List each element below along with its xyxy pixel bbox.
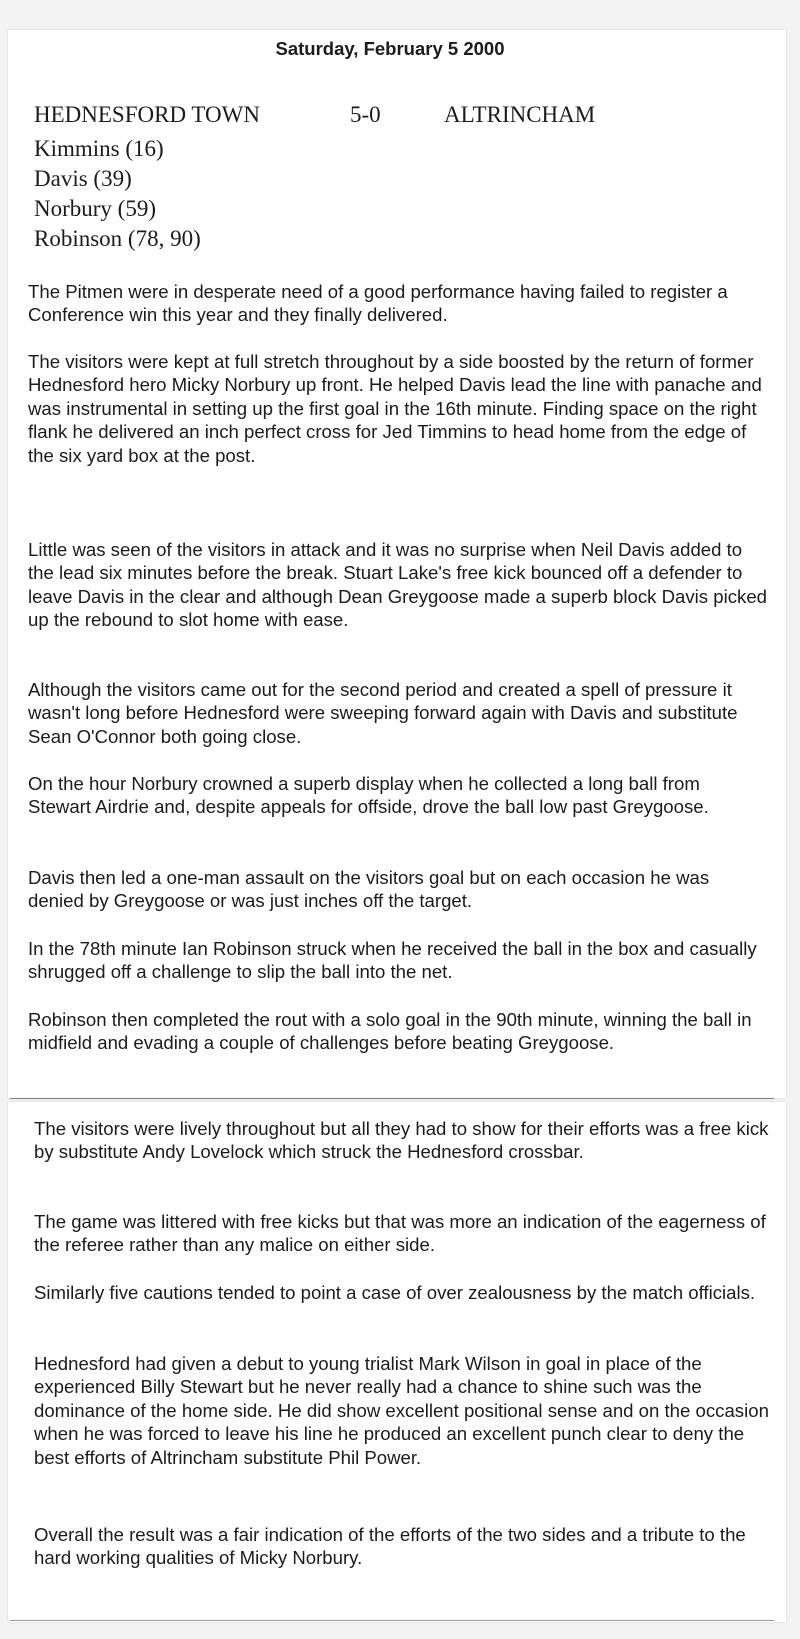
report-paragraph: The visitors were kept at full stretch throughout by a side boosted by the return of former Hednesford hero Micky Norbury up front. He helped Davis lead the line with panache and was instrumental in setting up the first goal in the 16th minute. Finding space on the right flank he delivered an inch perfect cross for Jed Timmins to head home from the edge of the six yard box at the post. — [28, 351, 762, 466]
report-paragraph: Similarly five cautions tended to point a case of over zealousness by the match officials. — [34, 1282, 756, 1303]
scorer-entry: Davis (39) — [34, 166, 132, 191]
report-paragraph: Although the visitors came out for the second period and created a spell of pressure it wasn't long before Hednesford were sweeping forward again with Davis and substitute Sean O'Connor both going close. — [28, 679, 738, 747]
scorer-entry: Kimmins (16) — [34, 136, 164, 161]
report-paragraph: The Pitmen were in desperate need of a good performance having failed to register a Conference win this year and they finally delivered. — [28, 281, 728, 326]
report-paragraph: The game was littered with free kicks but that was more an indication of the eagerness of the referee rather than any malice on either side. — [34, 1211, 766, 1256]
report-paragraph: Overall the result was a fair indication of the efforts of the two sides and a tribute to the hard working qualities of Micky Norbury. — [34, 1524, 746, 1569]
clipping-edge — [10, 1098, 774, 1099]
report-paragraph: The visitors were lively throughout but all they had to show for their efforts was a free kick by substitute Andy Lovelock which struck the Hednesford crossbar. — [34, 1118, 769, 1163]
scorer-entry: Robinson (78, 90) — [34, 226, 201, 251]
report-paragraph: Robinson then completed the rout with a solo goal in the 90th minute, winning the ball in midfield and evading a couple of challenges before beating Greygoose. — [28, 1009, 752, 1054]
report-paragraph: In the 78th minute Ian Robinson struck when he received the ball in the box and casually shrugged off a challenge to slip the ball into the net. — [28, 938, 757, 983]
clipping-edge — [10, 1620, 774, 1621]
match-date: Saturday, February 5 2000 — [275, 38, 505, 59]
final-score: 5-0 — [350, 102, 381, 127]
away-team: ALTRINCHAM — [444, 102, 596, 127]
report-paragraph: Davis then led a one-man assault on the visitors goal but on each occasion he was denied by Greygoose or was just inches off the target. — [28, 867, 710, 912]
report-paragraph: On the hour Norbury crowned a superb display when he collected a long ball from Stewart Airdrie and, despite appeals for offside, drove the ball low past Greygoose. — [28, 773, 709, 818]
report-paragraph: Hednesford had given a debut to young trialist Mark Wilson in goal in place of the experienced Billy Stewart but he never really had a chance to shine such was the dominance of the home side. He did show excellent positional sense and on the occasion when he was forced to leave his line he produced an excellent punch clear to deny the best efforts of Altrincham substitute Phil Power. — [34, 1353, 769, 1468]
goal-scorers — [34, 134, 201, 254]
report-paragraph: Little was seen of the visitors in attack and it was no surprise when Neil Davis added to the lead six minutes before the break. Stuart Lake's free kick bounced off a defender to leave Davis in the clear and although Dean Greygoose made a superb block Davis picked up the rebound to slot home with ease. — [28, 539, 768, 631]
scorer-entry: Norbury (59) — [34, 196, 156, 221]
home-team: HEDNESFORD TOWN — [34, 102, 260, 127]
